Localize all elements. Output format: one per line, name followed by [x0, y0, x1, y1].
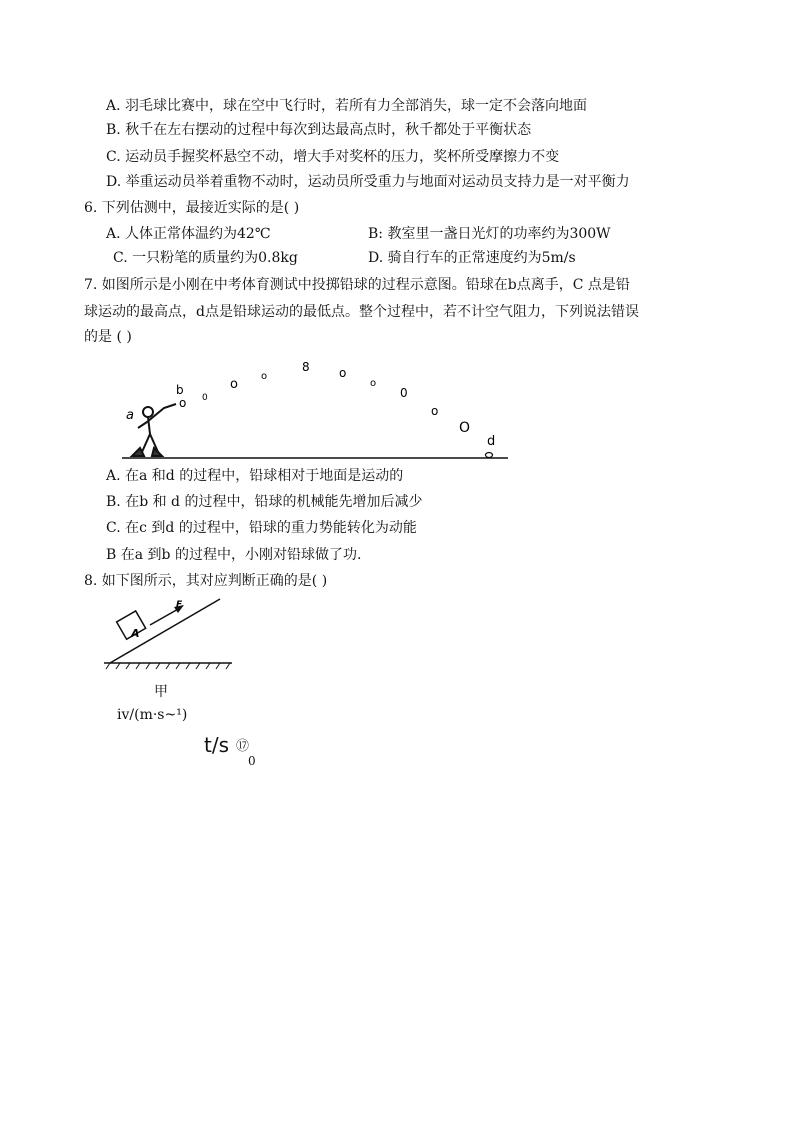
trajectory-ball: o: [370, 378, 377, 389]
figure-caption-jia: 甲: [154, 684, 168, 700]
q7-option-c: C. 在c 到d 的过程中，铅球的重力势能转化为动能: [106, 520, 417, 536]
q5-option-c: C. 运动员手握奖杯悬空不动，增大手对奖杯的压力，奖杯所受摩擦力不变: [106, 149, 560, 165]
trajectory-ball: O: [459, 420, 471, 436]
q7-stem-line2: 球运动的最高点，d点是铅球运动的最低点。整个过程中，若不计空气阻力，下列说法错误: [84, 304, 639, 320]
trajectory-ball: o: [339, 366, 347, 380]
incline-figure: [100, 595, 240, 675]
q7-stem-line1: 7. 如图所示是小刚在中考体育测试中投掷铅球的过程示意图。铅球在b点离手，C 点是铅: [84, 277, 630, 293]
trajectory-ball: o: [431, 404, 439, 418]
point-b-label: b: [176, 383, 184, 397]
point-d-label: d: [487, 434, 496, 449]
q6-stem: 6. 下列估测中，最接近实际的是( ): [84, 200, 300, 216]
point-a-label: a: [126, 408, 134, 423]
trajectory-ball: 0: [202, 393, 208, 403]
shot-put-figure: [118, 352, 513, 464]
point-c-label: 8: [302, 360, 310, 374]
q5-option-a: A. 羽毛球比赛中，球在空中飞行时，若所有力全部消失，球一定不会落向地面: [106, 98, 588, 114]
trajectory-ball: 0: [400, 386, 408, 400]
q7-option-a: A. 在a 和d 的过程中，铅球相对于地面是运动的: [106, 468, 404, 484]
force-label: F: [176, 600, 183, 610]
q6-option-b: B: 教室里一盏日光灯的功率约为300W: [368, 226, 611, 242]
velocity-axis-label: iv/(m·s~¹): [117, 707, 188, 723]
q6-option-a: A. 人体正常体温约为42℃: [106, 226, 271, 242]
ball-at-d: [486, 453, 493, 458]
trajectory-ball: o: [261, 371, 268, 382]
time-axis-label: t/s: [204, 733, 229, 757]
block-a-label: A: [131, 627, 140, 640]
q7-stem-line3: 的是 ( ): [84, 329, 132, 345]
ground-hatching: [106, 663, 230, 669]
force-arrow: [150, 608, 180, 625]
origin-label: 0: [248, 754, 256, 768]
q7-option-b: B. 在b 和 d 的过程中，铅球的机械能先增加后减少: [106, 494, 423, 510]
trajectory-ball: o: [230, 377, 238, 392]
q5-option-d: D. 举重运动员举着重物不动时，运动员所受重力与地面对运动员支持力是一对平衡力: [106, 174, 630, 190]
thrower-figure: [132, 404, 176, 456]
q5-option-b: B. 秋千在左右摆动的过程中每次到达最高点时，秋千都处于平衡状态: [106, 122, 532, 138]
trajectory-ball: o: [179, 396, 187, 410]
q7-option-d: B 在a 到b 的过程中，小刚对铅球做了功.: [106, 547, 362, 563]
q6-option-c: C. 一只粉笔的质量约为0.8kg: [113, 250, 298, 266]
circled-number-symbol: ⑰: [236, 739, 250, 754]
q8-stem: 8. 如下图所示，其对应判断正确的是( ): [84, 573, 328, 589]
q6-option-d: D. 骑自行车的正常速度约为5m/s: [368, 250, 576, 266]
